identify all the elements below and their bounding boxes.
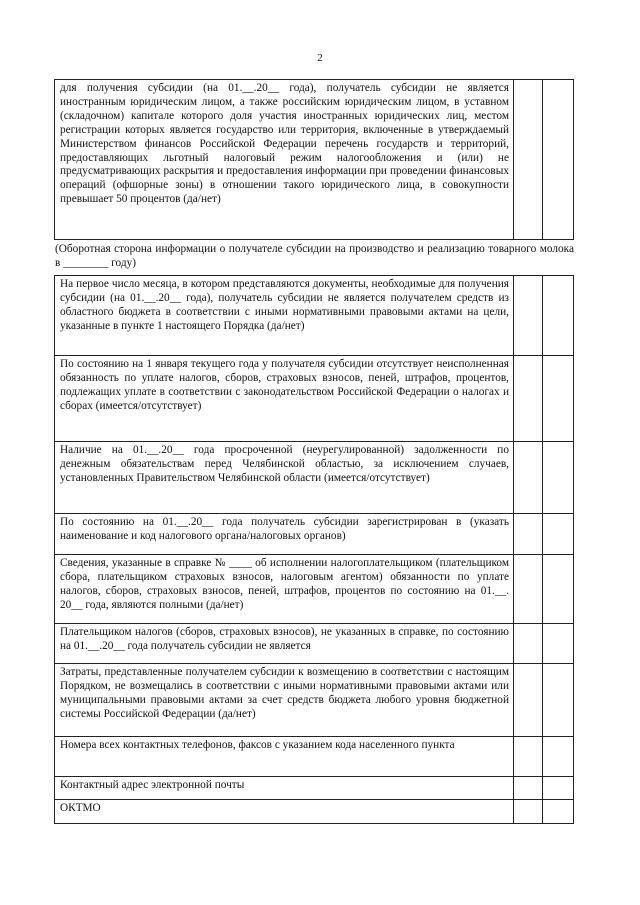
value-cell <box>543 80 574 240</box>
value-cell <box>514 555 543 624</box>
row-text: ОКТМО <box>55 800 514 824</box>
value-cell <box>543 356 574 442</box>
row-text: Номера всех контактных телефонов, факсов с указанием кода населенного пункта <box>55 737 514 777</box>
value-cell <box>514 514 543 555</box>
value-cell <box>514 276 543 356</box>
table-row <box>55 276 574 356</box>
value-cell <box>543 664 574 737</box>
top-table <box>54 79 574 240</box>
value-cell <box>514 737 543 777</box>
value-cell <box>514 800 543 824</box>
table-row <box>55 624 574 664</box>
value-cell <box>543 737 574 777</box>
value-cell <box>543 276 574 356</box>
table-row <box>55 777 574 800</box>
table-row <box>55 664 574 737</box>
value-cell <box>514 80 543 240</box>
table-row <box>55 555 574 624</box>
value-cell <box>514 777 543 800</box>
row-text: Плательщиком налогов (сборов, страховых взносов), не указанных в справке, по состоянию на 01.__.20__ года получатель субсидии не является <box>55 624 514 664</box>
row-text: Сведения, указанные в справке № ____ об исполнении налогоплательщиком (плательщиком сбора, плательщиком страховых взносов, налоговым агентом) обязанности по уплате налогов, сборов, страховых взносов, пеней, штрафов, процентов по состоянию на 01.__. 20__ года, являются полными (да/нет) <box>55 555 514 624</box>
value-cell <box>514 356 543 442</box>
row-text: Затраты, представленные получателем субсидии к возмещению в соответствии с настоящим Порядком, не возмещались в соответствии с иными нормативными правовыми актами или муниципальными правовыми актами за счет средств бюджета любого уровня бюджетной системы Российской Федерации (да/нет) <box>55 664 514 737</box>
row-text: По состоянию на 01.__.20__ года получатель субсидии зарегистрирован в (указать наименование и код налогового органа/налоговых органов) <box>55 514 514 555</box>
value-cell <box>514 442 543 514</box>
table-row <box>55 442 574 514</box>
table-row <box>55 737 574 777</box>
value-cell <box>514 664 543 737</box>
row-text: для получения субсидии (на 01.__.20__ года), получатель субсидии не является иностранным юридическим лицом, а также российским юридическим лицом, в уставном (складочном) капитале которого доля участия иностранных юридических лиц, местом регистрации которых является государство или территория, включенные в утверждаемый Министерством финансов Российской Федерации перечень государств и территорий, предоставляющих льготный налоговый режим налогообложения и (или) не предусматривающих раскрытия и предоставления информации при проведении финансовых операций (офшорные зоны) в отношении такого юридического лица, в совокупности превышает 50 процентов (да/нет) <box>55 80 514 240</box>
table-row <box>55 800 574 824</box>
table-row <box>55 514 574 555</box>
main-table <box>54 275 574 824</box>
value-cell <box>543 442 574 514</box>
row-text: Контактный адрес электронной почты <box>55 777 514 800</box>
reverse-side-note: (Оборотная сторона информации о получателе субсидии на производство и реализацию товарного молока в ________ году) <box>55 243 574 269</box>
value-cell <box>543 555 574 624</box>
row-text: По состоянию на 1 января текущего года у получателя субсидии отсутствует неисполненная обязанность по уплате налогов, сборов, страховых взносов, пеней, штрафов, процентов, подлежащих уплате в соответствии с законодательством Российской Федерации о налогах и сборах (имеется/отсутствует) <box>55 356 514 442</box>
value-cell <box>543 777 574 800</box>
value-cell <box>543 514 574 555</box>
table-row <box>55 356 574 442</box>
row-text: На первое число месяца, в котором представляются документы, необходимые для получения субсидии (на 01.__.20__ года), получатель субсидии не является получателем средств из областного бюджета в соответствии с иными нормативными правовыми актами на цели, указанные в пункте 1 настоящего Порядка (да/нет) <box>55 276 514 356</box>
table-row <box>55 80 574 240</box>
page-number: 2 <box>317 52 323 64</box>
value-cell <box>543 624 574 664</box>
row-text: Наличие на 01.__.20__ года просроченной (неурегулированной) задолженности по денежным обязательствам перед Челябинской областью, за исключением случаев, установленных Правительством Челябинской области (имеется/отсутствует) <box>55 442 514 514</box>
value-cell <box>543 800 574 824</box>
value-cell <box>514 624 543 664</box>
